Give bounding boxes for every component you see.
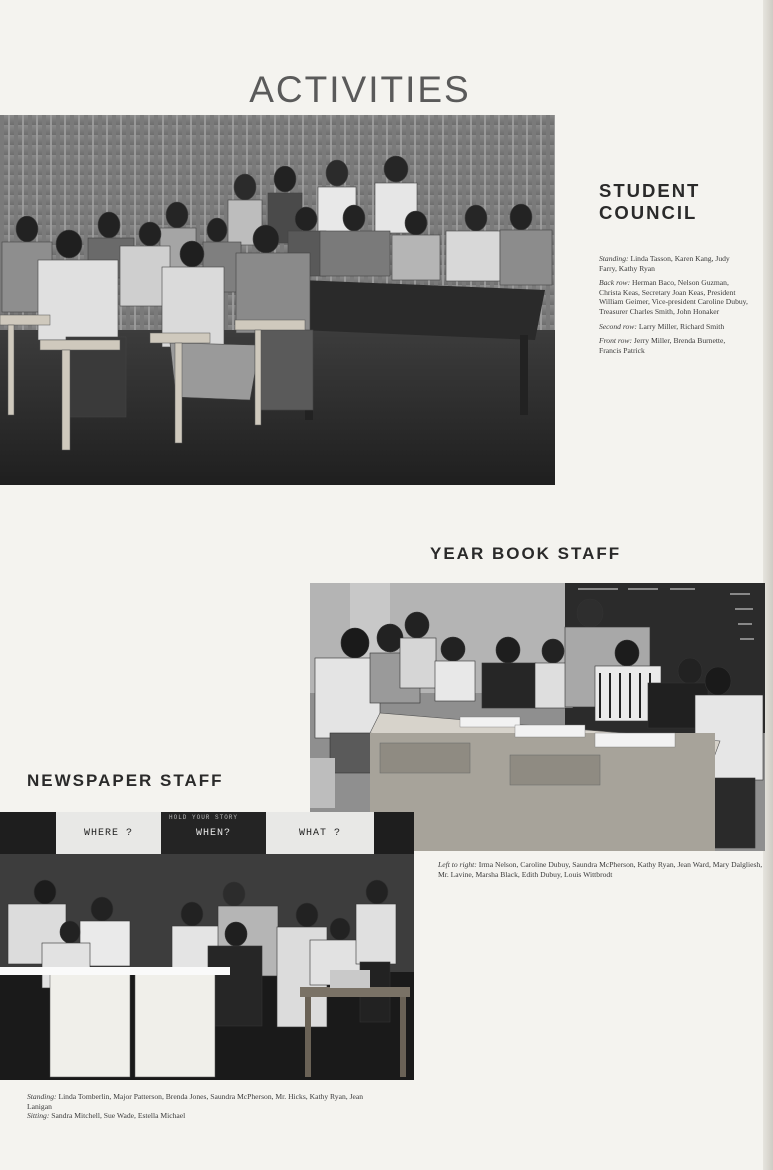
- board-sign-when: WHEN?: [161, 812, 266, 854]
- caption-row-label: Back row:: [599, 278, 631, 288]
- board-banner: HOLD YOUR STORY: [169, 813, 239, 821]
- caption-row-names: Larry Miller, Richard Smith: [638, 321, 725, 331]
- student-council-heading: [599, 180, 700, 224]
- caption-row-label: Sitting:: [27, 1111, 50, 1121]
- caption-row-label: Second row:: [599, 321, 637, 331]
- newspaper-caption: [27, 1092, 367, 1121]
- caption-row-label: Standing:: [27, 1092, 57, 1101]
- year-book-heading: YEAR BOOK STAFF: [430, 544, 622, 563]
- caption-row: [599, 322, 749, 332]
- caption-row-names: Sandra Mitchell, Sue Wade, Estella Michael: [51, 1111, 186, 1121]
- caption-row: [27, 1111, 367, 1121]
- caption-row-label: Standing:: [599, 254, 629, 263]
- caption-row-label: Front row:: [599, 336, 632, 346]
- student-council-caption: [599, 254, 749, 360]
- caption-row-label: Left to right:: [438, 860, 477, 869]
- caption-row: [27, 1092, 367, 1111]
- caption-row: [599, 336, 749, 355]
- caption-row-names: Herman Baco, Nelson Guzman, Christa Keas, Secretary Joan Keas, President William Geimer, Vice-president Caroline Dubuy, Treasurer Charles Smith, John Honaker: [599, 278, 748, 316]
- caption-row-names: Irma Nelson, Caroline Dubuy, Saundra McPherson, Kathy Ryan, Jean Ward, Mary Dalgliesh, Mr. Lavine, Marsha Black, Edith Dubuy, Louis Wittbrodt: [438, 860, 763, 879]
- newspaper-heading: NEWSPAPER STAFF: [27, 771, 224, 790]
- year-book-photo: [310, 583, 765, 851]
- student-council-photo: [0, 115, 555, 485]
- board-sign-where: WHERE ?: [56, 812, 161, 854]
- student-council-heading-line2: COUNCIL: [599, 202, 698, 223]
- year-book-caption: [438, 860, 768, 879]
- caption-row-names: Linda Tomberlin, Major Patterson, Brenda Jones, Saundra McPherson, Mr. Hicks, Kathy Ryan, Jean Lanigan: [27, 1092, 364, 1111]
- caption-row-names: Jerry Miller, Brenda Burnette, Francis Patrick: [599, 336, 726, 355]
- caption-row-names: Linda Tasson, Karen Kang, Judy Farry, Kathy Ryan: [599, 254, 730, 273]
- student-council-heading-line1: STUDENT: [599, 180, 701, 201]
- caption-row: [599, 278, 749, 316]
- caption-row: [599, 254, 749, 273]
- page-title: ACTIVITIES: [249, 68, 471, 110]
- board-sign-what: WHAT ?: [266, 812, 374, 854]
